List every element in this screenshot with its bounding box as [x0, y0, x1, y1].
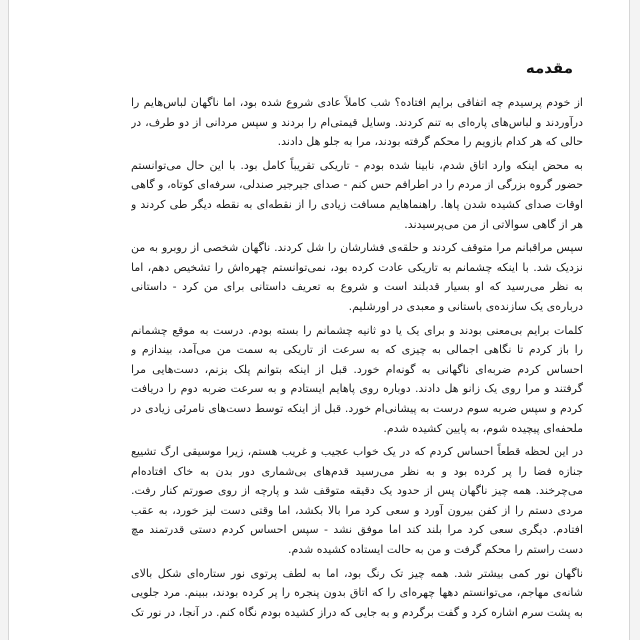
text-line: سپس مراقبانم مرا متوقف کردند و حلقه‌ی فشارشان را شل کردند. ناگهان شخصی از روبرو به من — [131, 241, 583, 255]
text-line: در این لحظه قطعاً احساس کردم که در یک خواب عجیب و غریب هستم، زیرا موسیقی ارگ تشییع — [131, 445, 583, 459]
text-line: به پشت سرم اشاره کرد و گفت برگردم و به جایی که دراز کشیده بودم نگاه کنم. در آنجا، در نور تک — [131, 605, 583, 619]
text-line: ملحفه‌ای پیچیده شوم، به پایین کشیده شدم. — [383, 421, 583, 435]
text-line: دست راستم را محکم گرفت و من به حالت ایستاده کشیده شدم. — [287, 543, 583, 557]
document-page — [8, 0, 630, 640]
text-line: کردم و سپس ضربه سوم درست به پیشانی‌ام خورد. قبل از اینکه توسط دست‌های نامرئی زیادی در — [131, 401, 583, 415]
paragraph — [131, 321, 583, 439]
chapter-title: مقدمه — [525, 59, 573, 77]
text-line: به نظر می‌رسید که او بسیار قدبلند است و شروع به تعریف داستانی برای من کرد - داستانی — [131, 280, 583, 294]
text-line: حضور گروه بزرگی از مردم را در اطرافم حس کنم - صدای جیرجیر صندلی، سرفه‌ای کوتاه، و گاهی — [131, 178, 583, 192]
text-line: به محض اینکه وارد اتاق شدم، نابینا شده بودم - تاریکی تقریباً کامل بود. با این حال می‌توانستم — [131, 158, 583, 172]
text-line: از خودم پرسیدم چه اتفاقی برایم افتاده؟ شب کاملاً عادی شروع شده بود، اما ناگهان لباس‌هایم را — [131, 96, 583, 109]
text-line: را باز کردم تا نگاهی اجمالی به چیزی که به سرعت از تاریکی به سمت من می‌آمد، بیندازم و — [131, 343, 583, 357]
text-line: می‌چرخند. همه چیز ناگهان پس از حدود یک دقیقه متوقف شد و پارچه از روی صورتم کنار رفت. — [131, 484, 583, 498]
paragraph — [131, 442, 583, 560]
paragraph — [131, 93, 583, 152]
text-line: هر از گاهی سوالاتی از من می‌پرسیدند. — [404, 217, 583, 231]
text-line: شانه‌ی مهاجم، می‌توانستم دهها چهره‌ای را که اتاق بدون پنجره را پر کرده بودند، ببینم. مرد جلویی — [131, 586, 583, 600]
text-line: کلمات برایم بی‌معنی بودند و برای یک یا دو ثانیه چشمانم را بسته بودم. درست به موقع چشمانم — [131, 323, 583, 337]
text-line: نزدیک شد. با اینکه چشمانم به تاریکی عادت کرده بود، نمی‌توانستم چهره‌اش را تشخیص دهم، اما — [131, 260, 583, 274]
paragraph — [131, 238, 583, 316]
text-line: اوقات صدای کشیده شدن پاها. راهنماهایم مسافت زیادی را از نقطه‌ای به نقطه دیگر طی کردند و — [131, 197, 583, 211]
text-line: احساس کردم ضربه‌ای ناگهانی به گونه‌ام خورد. قبل از اینکه بتوانم پلک بزنم، دست‌هایی مرا — [131, 362, 583, 376]
text-line: افتادم. دیگری سعی کرد مرا بلند کند اما موفق نشد - سپس احساس کردم دستی قدرتمند مچ — [131, 523, 583, 537]
text-line: درآوردند و لباس‌های پاره‌ای به تنم کردند. وسایل قیمتی‌ام را بردند و سپس مردانی از دو طرف، در — [131, 115, 583, 129]
text-line: گرفتند و مرا روی یک زانو هل دادند. دوباره روی پاهایم ایستادم و به سرعت ضربه دوم را دریافت — [131, 382, 583, 396]
body-text — [131, 93, 583, 622]
paragraph — [131, 564, 583, 623]
text-line: ناگهان نور کمی بیشتر شد. همه چیز تک رنگ بود، اما به لطف پرتوی نور ستاره‌ای شکل بالای — [131, 566, 583, 580]
text-line: مردی دستم را از کفن بیرون آورد و سعی کرد مرا بالا بکشد، اما وقتی دست لیز خورد، به عقب — [131, 503, 583, 517]
text-line: جنازه فضا را پر کرده بود و به نظر می‌رسید قدم‌های بی‌شماری دور بدن به خاک افتاده‌ام — [131, 464, 583, 478]
text-line: درباره‌ی یک سازنده‌ی باستانی و معبدی در اورشلیم. — [348, 299, 583, 313]
paragraph — [131, 156, 583, 234]
text-line: حالی که هر کدام بازویم را محکم گرفته بودند، مرا به جلو هل دادند. — [277, 135, 583, 149]
